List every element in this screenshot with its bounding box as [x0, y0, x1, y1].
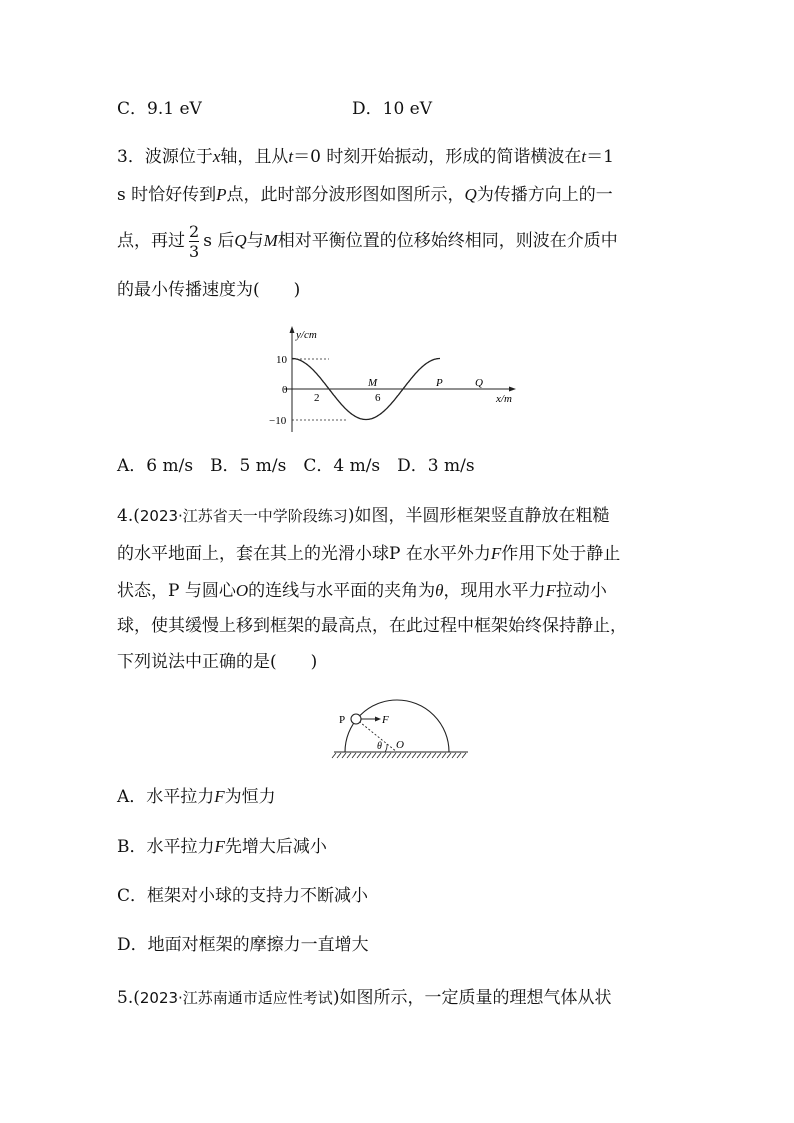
q4-text: 作用下处于静止 — [501, 544, 621, 564]
q4-line-3 — [117, 579, 607, 603]
q4-text: ，现用水平力 — [443, 581, 546, 601]
q4-option-c: C．框架对小球的支持力不断减小 — [117, 886, 369, 906]
force-arrowhead — [375, 717, 381, 722]
q3-var-q: Q — [234, 231, 247, 250]
q4-text: 的水平地面上，套在其上的光滑小球P 在水平外力 — [117, 544, 491, 564]
q4-option-text: B．水平拉力 — [117, 837, 215, 857]
x-axis-label: x/m — [496, 393, 512, 405]
q3-text: 为传播方向上的一 — [476, 185, 613, 205]
q3-var-t: t — [581, 147, 587, 166]
label-theta: θ — [377, 741, 382, 752]
q4-line-4: 球，使其缓慢上移到框架的最高点，在此过程中框架始终保持静止， — [117, 616, 627, 636]
point-label-q: Q — [475, 377, 483, 389]
y-axis-label: y/cm — [296, 329, 317, 341]
q3-text: 3．波源位于 — [117, 147, 213, 167]
angle-arc — [385, 744, 387, 752]
q4-var-theta: θ — [435, 581, 444, 600]
point-label-m: M — [368, 377, 378, 389]
q3-line-3 — [117, 222, 618, 261]
q4-option-a — [117, 785, 276, 809]
label-p: P — [339, 714, 346, 726]
q3-text: ＝0 时刻开始振动，形成的简谐横波在 — [293, 147, 582, 167]
q3-line-4: 的最小传播速度为( ) — [117, 280, 301, 300]
q3-text: 相对平衡位置的位移始终相同，则波在介质中 — [277, 231, 618, 251]
q4-option-text: 先增大后减小 — [224, 837, 327, 857]
q3-text: ＝1 — [586, 147, 614, 167]
q3-line-2 — [117, 183, 613, 207]
q4-var-f: F — [214, 837, 225, 856]
q3-text: 与 — [246, 231, 264, 251]
tick-label-10: 10 — [276, 354, 287, 366]
fraction-two-thirds — [189, 222, 199, 261]
ground-hatching — [332, 753, 466, 758]
q4-option-b — [117, 835, 327, 859]
q3-line-1 — [117, 145, 614, 169]
q4-option-d: D．地面对框架的摩擦力一直增大 — [117, 935, 369, 955]
q4-text: 的连线与水平面的夹角为 — [248, 581, 436, 601]
q3-var-p: P — [216, 185, 227, 204]
q3-var-t: t — [288, 147, 294, 166]
q4-source: 2023·江苏省天一中学阶段练习 — [139, 507, 348, 525]
semicircle-figure — [330, 696, 472, 760]
label-o: O — [396, 739, 404, 751]
q3-text: 点，再过 — [117, 231, 185, 251]
tick-label-neg10: −10 — [269, 415, 287, 427]
q4-line-2 — [117, 542, 620, 566]
q4-text: 状态，P 与圆心 — [117, 581, 236, 601]
q5-line-1 — [117, 986, 611, 1010]
point-label-p: P — [436, 377, 443, 389]
label-f: F — [382, 714, 389, 726]
q5-number: 5.( — [117, 988, 140, 1008]
q5-text: )如图所示，一定质量的理想气体从状 — [332, 988, 612, 1008]
q4-option-text: A．水平拉力 — [117, 787, 215, 807]
q2-option-c: C．9.1 eV — [117, 99, 202, 119]
q3-var-x: x — [212, 147, 221, 166]
x-axis-arrow — [509, 387, 516, 392]
q3-options: A．6 m/s B．5 m/s C．4 m/s D．3 m/s — [117, 456, 475, 476]
q4-line-1 — [117, 504, 609, 528]
q4-line-5: 下列说法中正确的是( ) — [117, 652, 318, 672]
q4-text: 拉动小 — [555, 581, 607, 601]
q2-option-d: D．10 eV — [352, 99, 433, 119]
fraction-denominator: 3 — [189, 242, 200, 261]
q3-text: s 时恰好传到 — [117, 185, 217, 205]
q4-number: 4.( — [117, 506, 140, 526]
q4-var-f: F — [490, 544, 502, 563]
y-axis-arrow — [290, 326, 295, 333]
ball-p — [351, 714, 361, 724]
q3-text: 点，此时部分波形图如图所示， — [226, 185, 465, 205]
tick-label-6: 6 — [375, 392, 381, 404]
tick-label-2: 2 — [314, 392, 320, 404]
tick-label-0: 0 — [282, 384, 288, 396]
fraction-numerator: 2 — [189, 222, 200, 241]
q4-var-f: F — [545, 581, 556, 600]
q3-text: 轴，且从 — [220, 147, 289, 167]
q3-var-q: Q — [464, 185, 477, 204]
q4-option-text: 为恒力 — [224, 787, 276, 807]
q3-var-m: M — [263, 231, 278, 250]
q4-var-f: F — [214, 787, 225, 806]
q4-var-o: O — [235, 581, 249, 600]
wave-figure — [262, 320, 532, 440]
q4-text: )如图，半圆形框架竖直静放在粗糙 — [347, 506, 610, 526]
q5-source: 2023·江苏南通市适应性考试 — [139, 989, 333, 1007]
q3-text: s 后 — [203, 231, 235, 251]
